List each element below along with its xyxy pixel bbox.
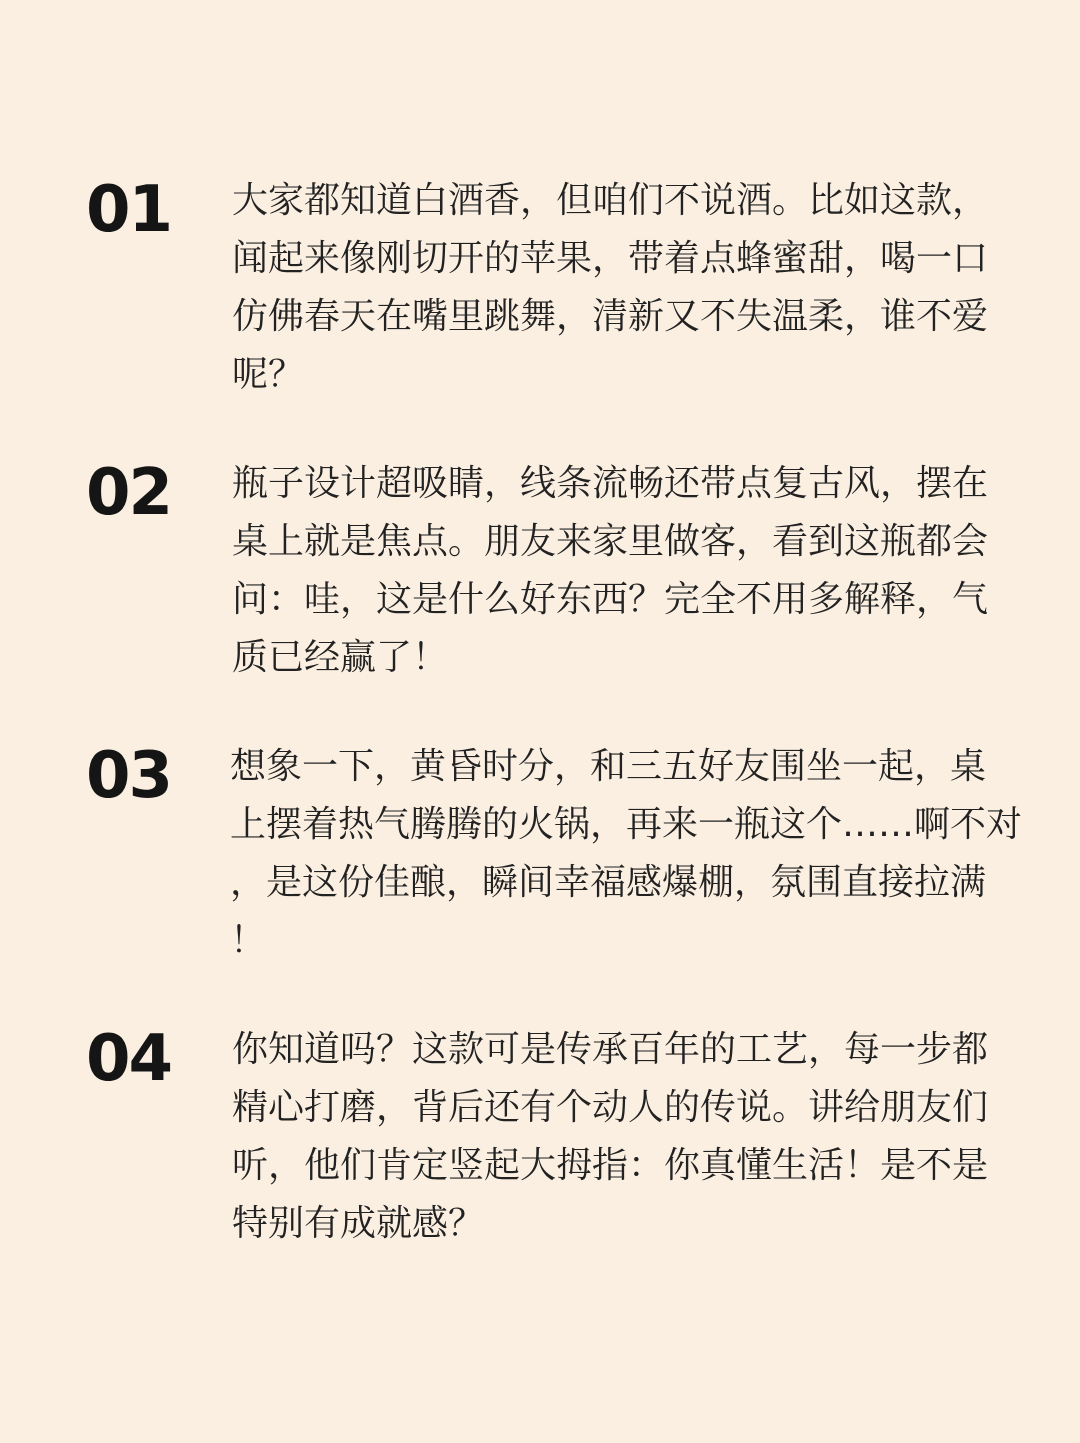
paragraph-line: 桌上就是焦点。朋友来家里做客，看到这瓶都会 xyxy=(232,521,989,562)
section-paragraph xyxy=(232,172,992,404)
section-number: 01 xyxy=(86,173,172,247)
section-paragraph xyxy=(232,455,992,687)
paragraph-line: 你知道吗？这款可是传承百年的工艺，每一步都 xyxy=(232,1029,989,1070)
paragraph-line: 上摆着热气腾腾的火锅，再来一瓶这个……啊不对 xyxy=(230,804,1023,845)
section-number: 03 xyxy=(86,739,172,813)
paragraph-line: 问：哇，这是什么好东西？完全不用多解释，气 xyxy=(232,579,989,620)
paragraph-line: ，是这份佳酿，瞬间幸福感爆棚，氛围直接拉满 xyxy=(230,862,987,903)
paragraph-line: 瓶子设计超吸睛，线条流畅还带点复古风，摆在 xyxy=(232,463,989,504)
paragraph-line: 想象一下，黄昏时分，和三五好友围坐一起，桌 xyxy=(230,746,987,787)
paragraph-line: 特别有成就感？ xyxy=(232,1203,485,1244)
paragraph-line: ！ xyxy=(230,920,267,961)
paragraph-line: 仿佛春天在嘴里跳舞，清新又不失温柔，谁不爱 xyxy=(232,296,989,337)
paragraph-line: 质已经赢了！ xyxy=(232,637,449,678)
paragraph-line: 精心打磨，背后还有个动人的传说。讲给朋友们 xyxy=(232,1087,989,1128)
section-paragraph xyxy=(232,1021,992,1253)
paragraph-line: 听，他们肯定竖起大拇指：你真懂生活！是不是 xyxy=(232,1145,989,1186)
section-paragraph xyxy=(230,738,1023,970)
paragraph-line: 呢？ xyxy=(232,354,305,395)
paragraph-line: 闻起来像刚切开的苹果，带着点蜂蜜甜，喝一口 xyxy=(232,238,989,279)
section-number: 04 xyxy=(86,1022,172,1096)
section-number: 02 xyxy=(86,456,172,530)
paragraph-line: 大家都知道白酒香，但咱们不说酒。比如这款， xyxy=(232,180,989,221)
